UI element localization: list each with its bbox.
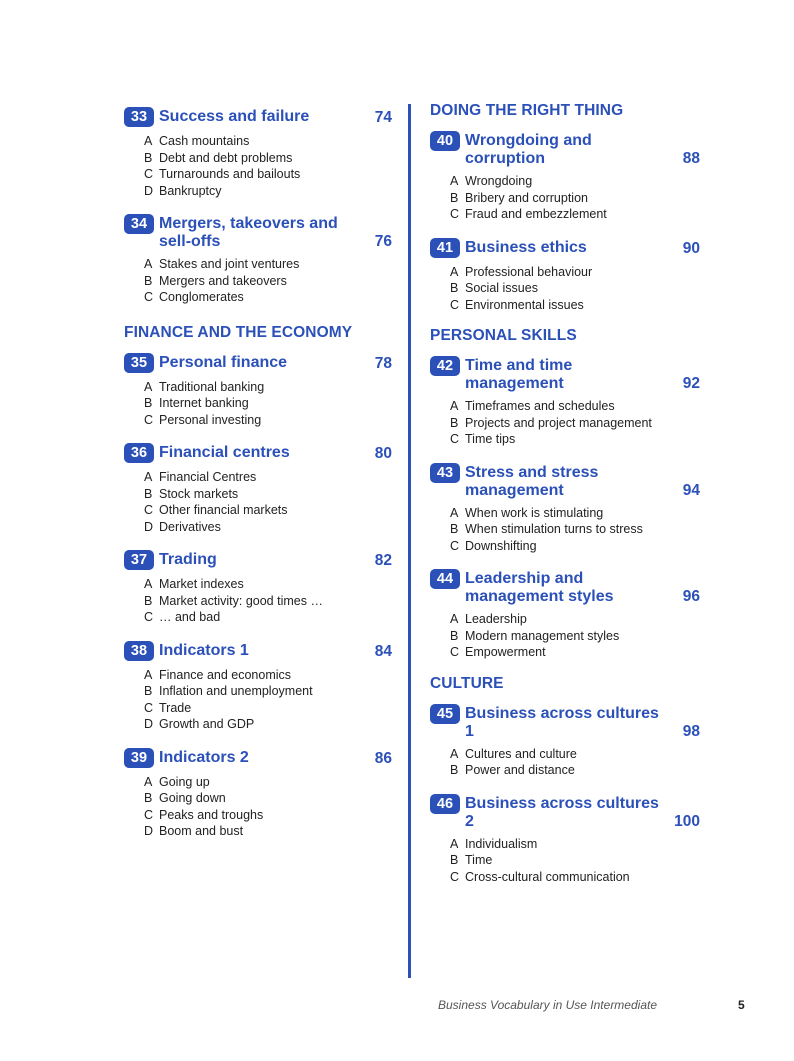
subtopic-letter: C [144, 290, 154, 304]
subtopic-item [144, 683, 392, 700]
subtopic-letter: A [450, 264, 459, 279]
unit-heading [430, 237, 700, 259]
subtopic-item [144, 502, 392, 519]
right-column [430, 102, 700, 899]
subtopic-item [450, 206, 700, 223]
subtopic-text: Wrongdoing [465, 174, 533, 188]
subtopic-letter: B [450, 853, 459, 867]
unit-41[interactable] [430, 237, 700, 314]
subtopic-list [450, 398, 700, 448]
subtopic-text: Cash mountains [159, 134, 250, 148]
subtopic-list [450, 173, 700, 223]
subtopic-list [450, 505, 700, 555]
subtopic-item [450, 611, 700, 628]
subtopic-letter: C [144, 807, 154, 822]
unit-38[interactable] [124, 640, 392, 733]
unit-heading [430, 793, 700, 831]
unit-39[interactable] [124, 747, 392, 840]
section-heading-culture: CULTURE [430, 674, 504, 692]
unit-number-badge: 33 [124, 107, 154, 127]
subtopic-text: Going down [159, 791, 226, 805]
subtopic-text: Market indexes [159, 577, 244, 591]
subtopic-letter: B [450, 763, 459, 777]
subtopic-list [450, 836, 700, 886]
subtopic-item [450, 190, 700, 207]
subtopic-text: Cultures and culture [465, 746, 577, 761]
unit-title: Wrongdoing and corruption [465, 132, 592, 167]
unit-43[interactable] [430, 462, 700, 555]
subtopic-list [144, 774, 392, 840]
subtopic-text: When work is stimulating [465, 505, 604, 520]
subtopic-text: Boom and bust [159, 824, 244, 838]
unit-heading [124, 213, 392, 251]
subtopic-text: Cross-cultural communication [465, 869, 630, 884]
unit-heading [124, 352, 392, 374]
subtopic-item [144, 807, 392, 824]
subtopic-letter: C [144, 167, 154, 181]
subtopic-text: Market activity: good times … [159, 593, 323, 608]
unit-number-badge: 46 [430, 794, 460, 814]
subtopic-letter: B [144, 791, 153, 805]
unit-title: Financial centres [159, 444, 290, 461]
unit-title: Personal finance [159, 353, 288, 371]
subtopic-item [144, 519, 392, 536]
unit-35[interactable] [124, 352, 392, 429]
unit-number-badge: 34 [124, 214, 154, 234]
subtopic-item [144, 256, 392, 273]
unit-heading [124, 442, 392, 464]
subtopic-letter: C [450, 645, 460, 659]
subtopic-text: … and bad [159, 610, 221, 624]
subtopic-text: Derivatives [159, 519, 221, 534]
subtopic-letter: C [450, 538, 460, 553]
subtopic-item [144, 183, 392, 200]
unit-title: Business across cultures 2 [465, 794, 659, 830]
unit-42[interactable] [430, 355, 700, 448]
unit-page-number: 92 [682, 375, 700, 392]
subtopic-item [450, 415, 700, 432]
unit-title: Stress and stress management [465, 463, 599, 499]
culture-units-group [430, 703, 700, 886]
subtopic-text: Debt and debt problems [159, 150, 293, 165]
subtopic-letter: C [144, 412, 154, 427]
subtopic-list [144, 576, 392, 626]
unit-page-number: 80 [374, 445, 392, 462]
section-heading-finance: FINANCE AND THE ECONOMY [124, 323, 353, 341]
subtopic-text: Projects and project management [465, 415, 652, 430]
subtopic-letter: C [450, 432, 460, 446]
subtopic-letter: A [450, 174, 459, 188]
subtopic-text: Social issues [465, 281, 538, 295]
subtopic-text: Individualism [465, 836, 538, 851]
subtopic-item [144, 133, 392, 150]
subtopic-letter: B [144, 486, 153, 501]
unit-number-badge: 35 [124, 353, 154, 373]
subtopic-text: Financial Centres [159, 470, 257, 484]
unit-44[interactable] [430, 568, 700, 661]
subtopic-item [450, 264, 700, 281]
subtopic-letter: A [144, 379, 153, 394]
unit-title: Success and failure [159, 108, 310, 125]
subtopic-item [450, 644, 700, 661]
subtopic-text: Trade [159, 700, 192, 715]
unit-title: Mergers, takeovers and sell-offs [159, 215, 338, 250]
footer-book-title: Business Vocabulary in Use Intermediate [438, 998, 657, 1012]
subtopic-letter: B [144, 684, 153, 698]
subtopic-text: Other financial markets [159, 503, 288, 517]
subtopic-letter: A [144, 774, 153, 789]
subtopic-item [450, 280, 700, 297]
finance-units-group [124, 352, 392, 840]
unit-heading [124, 747, 392, 769]
subtopic-item [144, 166, 392, 183]
subtopic-item [450, 538, 700, 555]
subtopic-letter: A [450, 836, 459, 851]
column-divider [408, 104, 411, 978]
subtopic-item [450, 852, 700, 869]
subtopic-list [450, 746, 700, 779]
subtopic-letter: C [144, 503, 154, 517]
subtopic-item [450, 836, 700, 853]
subtopic-letter: D [144, 824, 154, 838]
unit-33[interactable] [124, 106, 392, 199]
unit-34[interactable] [124, 213, 392, 306]
subtopic-letter: B [450, 522, 459, 536]
unit-heading [124, 549, 392, 571]
subtopic-text: Finance and economics [159, 667, 292, 682]
ethics-units-group [430, 130, 700, 313]
subtopic-list [144, 256, 392, 306]
subtopic-text: Inflation and unemployment [159, 684, 313, 698]
subtopic-text: Internet banking [159, 396, 249, 410]
subtopic-letter: B [144, 273, 153, 288]
subtopic-text: Turnarounds and bailouts [159, 167, 301, 181]
subtopic-item [450, 628, 700, 645]
subtopic-item [450, 505, 700, 522]
subtopic-item [144, 700, 392, 717]
section-heading-skills: PERSONAL SKILLS [430, 327, 577, 344]
unit-number-badge: 39 [124, 748, 154, 768]
unit-heading [430, 462, 700, 500]
unit-number-badge: 43 [430, 463, 460, 483]
subtopic-item [144, 576, 392, 593]
unit-title: Trading [159, 551, 217, 568]
subtopic-item [144, 774, 392, 791]
subtopic-text: Mergers and takeovers [159, 273, 287, 288]
subtopic-text: When stimulation turns to stress [465, 522, 643, 536]
subtopic-text: Environmental issues [465, 297, 584, 312]
subtopic-letter: A [450, 399, 459, 413]
unit-46[interactable] [430, 793, 700, 886]
subtopic-letter: A [144, 667, 153, 682]
subtopic-item [450, 521, 700, 538]
subtopic-item [144, 412, 392, 429]
unit-page-number: 76 [374, 233, 392, 250]
subtopic-letter: B [144, 593, 153, 608]
subtopic-letter: A [450, 505, 459, 520]
subtopic-item [144, 486, 392, 503]
subtopic-item [144, 469, 392, 486]
subtopic-item [144, 609, 392, 626]
unit-page-number: 96 [682, 588, 700, 605]
unit-heading [430, 130, 700, 168]
unit-37[interactable] [124, 549, 392, 626]
subtopic-item [144, 667, 392, 684]
unit-title: Time and time management [465, 357, 573, 392]
unit-heading [430, 703, 700, 741]
subtopic-letter: B [450, 281, 459, 295]
section-heading-ethics: DOING THE RIGHT THING [430, 102, 624, 119]
subtopic-text: Bribery and corruption [465, 190, 588, 205]
unit-40[interactable] [430, 130, 700, 223]
subtopic-letter: D [144, 183, 154, 198]
subtopic-text: Traditional banking [159, 379, 265, 394]
subtopic-text: Stock markets [159, 486, 239, 501]
unit-page-number: 98 [682, 722, 700, 740]
subtopic-text: Growth and GDP [159, 717, 255, 731]
unit-page-number: 94 [682, 481, 700, 499]
subtopic-text: Empowerment [465, 645, 546, 659]
subtopic-item [450, 173, 700, 190]
subtopic-item [450, 762, 700, 779]
subtopic-letter: C [450, 869, 460, 884]
left-column [124, 106, 392, 854]
subtopic-letter: B [450, 415, 459, 430]
subtopic-letter: B [450, 190, 459, 205]
unit-title: Indicators 1 [159, 641, 249, 659]
subtopic-text: Going up [159, 774, 210, 789]
subtopic-text: Stakes and joint ventures [159, 257, 300, 271]
subtopic-letter: B [450, 628, 459, 643]
unit-number-badge: 36 [124, 443, 154, 463]
unit-page-number: 74 [374, 109, 392, 126]
subtopic-list [450, 264, 700, 314]
unit-number-badge: 41 [430, 238, 460, 258]
subtopic-list [144, 133, 392, 199]
subtopic-item [450, 869, 700, 886]
subtopic-text: Time [465, 853, 493, 867]
skills-units-group [430, 355, 700, 661]
subtopic-text: Leadership [465, 612, 527, 626]
subtopic-letter: B [144, 150, 153, 165]
subtopic-item [450, 746, 700, 763]
unit-number-badge: 42 [430, 356, 460, 376]
unit-title: Business ethics [465, 238, 587, 256]
unit-number-badge: 45 [430, 704, 460, 724]
subtopic-item [144, 273, 392, 290]
unit-heading [124, 106, 392, 128]
unit-page-number: 82 [374, 552, 392, 569]
subtopic-item [144, 150, 392, 167]
subtopic-letter: C [450, 207, 460, 221]
subtopic-letter: A [144, 134, 153, 148]
subtopic-list [450, 611, 700, 661]
subtopic-text: Time tips [465, 432, 516, 446]
unit-heading [430, 568, 700, 606]
unit-page-number: 100 [674, 812, 700, 830]
unit-page-number: 84 [374, 642, 392, 660]
unit-heading [430, 355, 700, 393]
subtopic-text: Modern management styles [465, 628, 620, 643]
unit-title: Indicators 2 [159, 748, 249, 766]
subtopic-list [144, 469, 392, 535]
subtopic-item [144, 379, 392, 396]
subtopic-item [450, 297, 700, 314]
subtopic-item [144, 716, 392, 733]
unit-title: Business across cultures 1 [465, 704, 659, 740]
unit-number-badge: 40 [430, 131, 460, 151]
unit-number-badge: 38 [124, 641, 154, 661]
subtopic-item [450, 398, 700, 415]
subtopic-letter: A [144, 257, 153, 271]
unit-heading [124, 640, 392, 662]
unit-45[interactable] [430, 703, 700, 779]
subtopic-item [144, 593, 392, 610]
subtopic-text: Conglomerates [159, 290, 244, 304]
subtopic-item [144, 395, 392, 412]
subtopic-letter: A [144, 470, 153, 484]
subtopic-text: Fraud and embezzlement [465, 207, 607, 221]
subtopic-letter: C [144, 610, 154, 624]
subtopic-item [144, 790, 392, 807]
unit-number-badge: 37 [124, 550, 154, 570]
subtopic-text: Timeframes and schedules [465, 399, 615, 413]
unit-title: Leadership and management styles [465, 570, 614, 605]
subtopic-item [450, 431, 700, 448]
subtopic-text: Professional behaviour [465, 264, 593, 279]
subtopic-list [144, 667, 392, 733]
subtopic-item [144, 823, 392, 840]
unit-36[interactable] [124, 442, 392, 535]
unit-number-badge: 44 [430, 569, 460, 589]
unit-page-number: 86 [374, 749, 392, 767]
unit-page-number: 78 [374, 354, 392, 372]
subtopic-text: Power and distance [465, 763, 575, 777]
subtopic-letter: A [450, 612, 459, 626]
subtopic-item [144, 289, 392, 306]
subtopic-text: Bankruptcy [159, 183, 222, 198]
subtopic-letter: A [144, 577, 153, 591]
unit-page-number: 88 [682, 150, 700, 167]
subtopic-letter: C [450, 297, 460, 312]
subtopic-text: Peaks and troughs [159, 807, 264, 822]
subtopic-letter: D [144, 519, 154, 534]
subtopic-list [144, 379, 392, 429]
subtopic-letter: C [144, 700, 154, 715]
subtopic-text: Downshifting [465, 538, 537, 553]
subtopic-letter: A [450, 746, 459, 761]
left-units-group [124, 106, 392, 306]
subtopic-letter: D [144, 717, 154, 731]
subtopic-letter: B [144, 396, 153, 410]
subtopic-text: Personal investing [159, 412, 262, 427]
footer-page-number: 5 [738, 998, 745, 1012]
unit-page-number: 90 [682, 239, 700, 257]
